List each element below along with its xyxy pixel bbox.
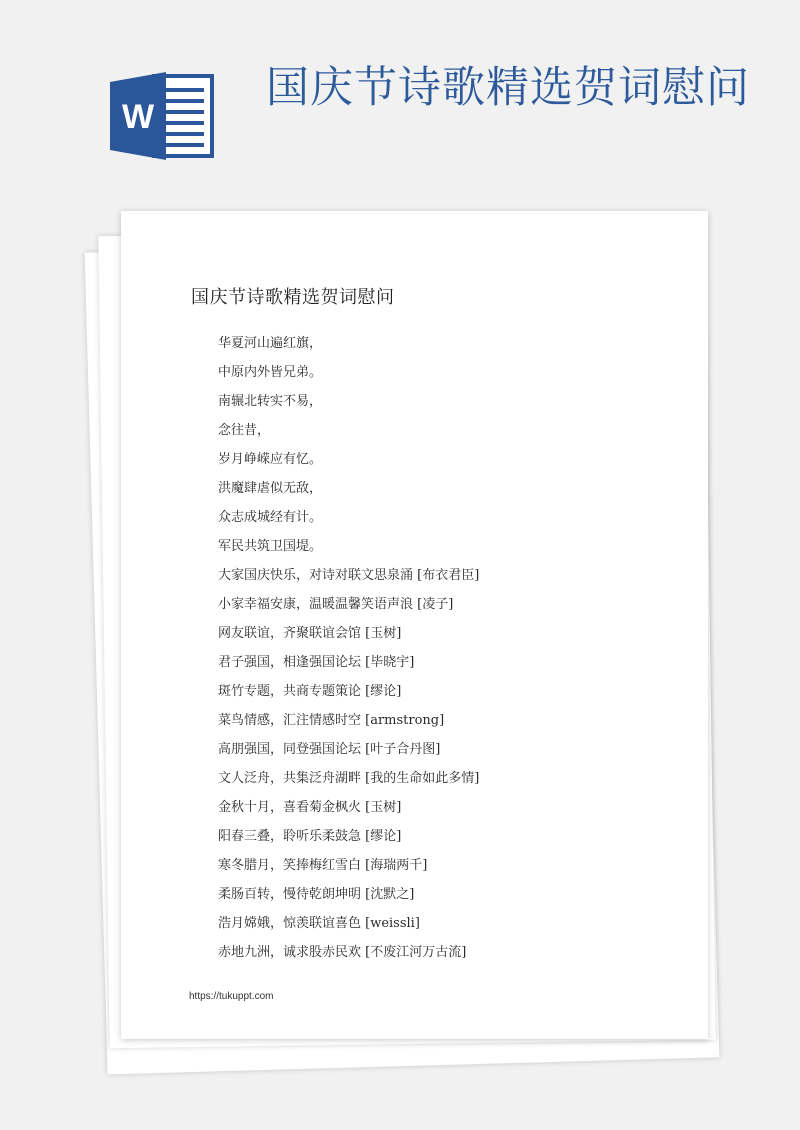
poem-line: 南辗北转实不易， — [218, 394, 323, 409]
poem-line: 大家国庆快乐，对诗对联文思泉涌 [布衣君臣] — [218, 568, 480, 583]
poem-line: 菜鸟情感，汇注情感时空 [armstrong] — [218, 713, 445, 728]
document-title: 国庆节诗歌精选贺词慰问 — [191, 287, 395, 308]
poem-line: 军民共筑卫国堤。 — [218, 539, 323, 554]
poem-line: 阳春三叠，聆听乐柔鼓急 [缪论] — [218, 829, 402, 844]
poem-line: 洪魔肆虐似无敌， — [218, 481, 323, 496]
poem-line: 念往昔， — [218, 423, 271, 438]
poem-line: 高朋强国，同登强国论坛 [叶子合丹图] — [218, 742, 441, 757]
poem-line: 君子强国，相逢强国论坛 [毕晓宇] — [218, 655, 415, 670]
poem-line: 金秋十月，喜看菊金枫火 [玉树] — [218, 800, 402, 815]
poem-line: 文人泛舟，共集泛舟湖畔 [我的生命如此多情] — [218, 771, 480, 786]
poem-line: 众志成城经有计。 — [218, 510, 323, 525]
poem-line: 岁月峥嵘应有忆。 — [218, 452, 323, 467]
poem-line: 浩月嫦娥，惊羡联谊喜色 [weissli] — [218, 916, 420, 931]
word-icon-letter: W — [121, 98, 155, 136]
poem-line: 网友联谊，齐聚联谊会馆 [玉树] — [218, 626, 402, 641]
poem-line: 柔肠百转，慢待乾朗坤明 [沈默之] — [218, 887, 415, 902]
poem-line: 小家幸福安康，温暖温馨笑语声浪 [凌子] — [218, 597, 454, 612]
footer-url: https://tukuppt.com — [189, 991, 274, 1002]
banner-title: 国庆节诗歌精选贺词慰问 — [266, 63, 750, 113]
poem-line: 寒冬腊月，笑捧梅红雪白 [海瑞两千] — [218, 858, 428, 873]
document-page — [121, 211, 708, 1039]
poem-line: 华夏河山遍红旗， — [218, 336, 323, 351]
word-document-icon — [110, 72, 214, 160]
poem-line: 斑竹专题，共商专题策论 [缪论] — [218, 684, 402, 699]
poem-lines — [218, 329, 479, 967]
poem-line: 赤地九洲，诚求股赤民欢 [不废江河万古流] — [218, 945, 467, 960]
poem-line: 中原内外皆兄弟。 — [218, 365, 323, 380]
